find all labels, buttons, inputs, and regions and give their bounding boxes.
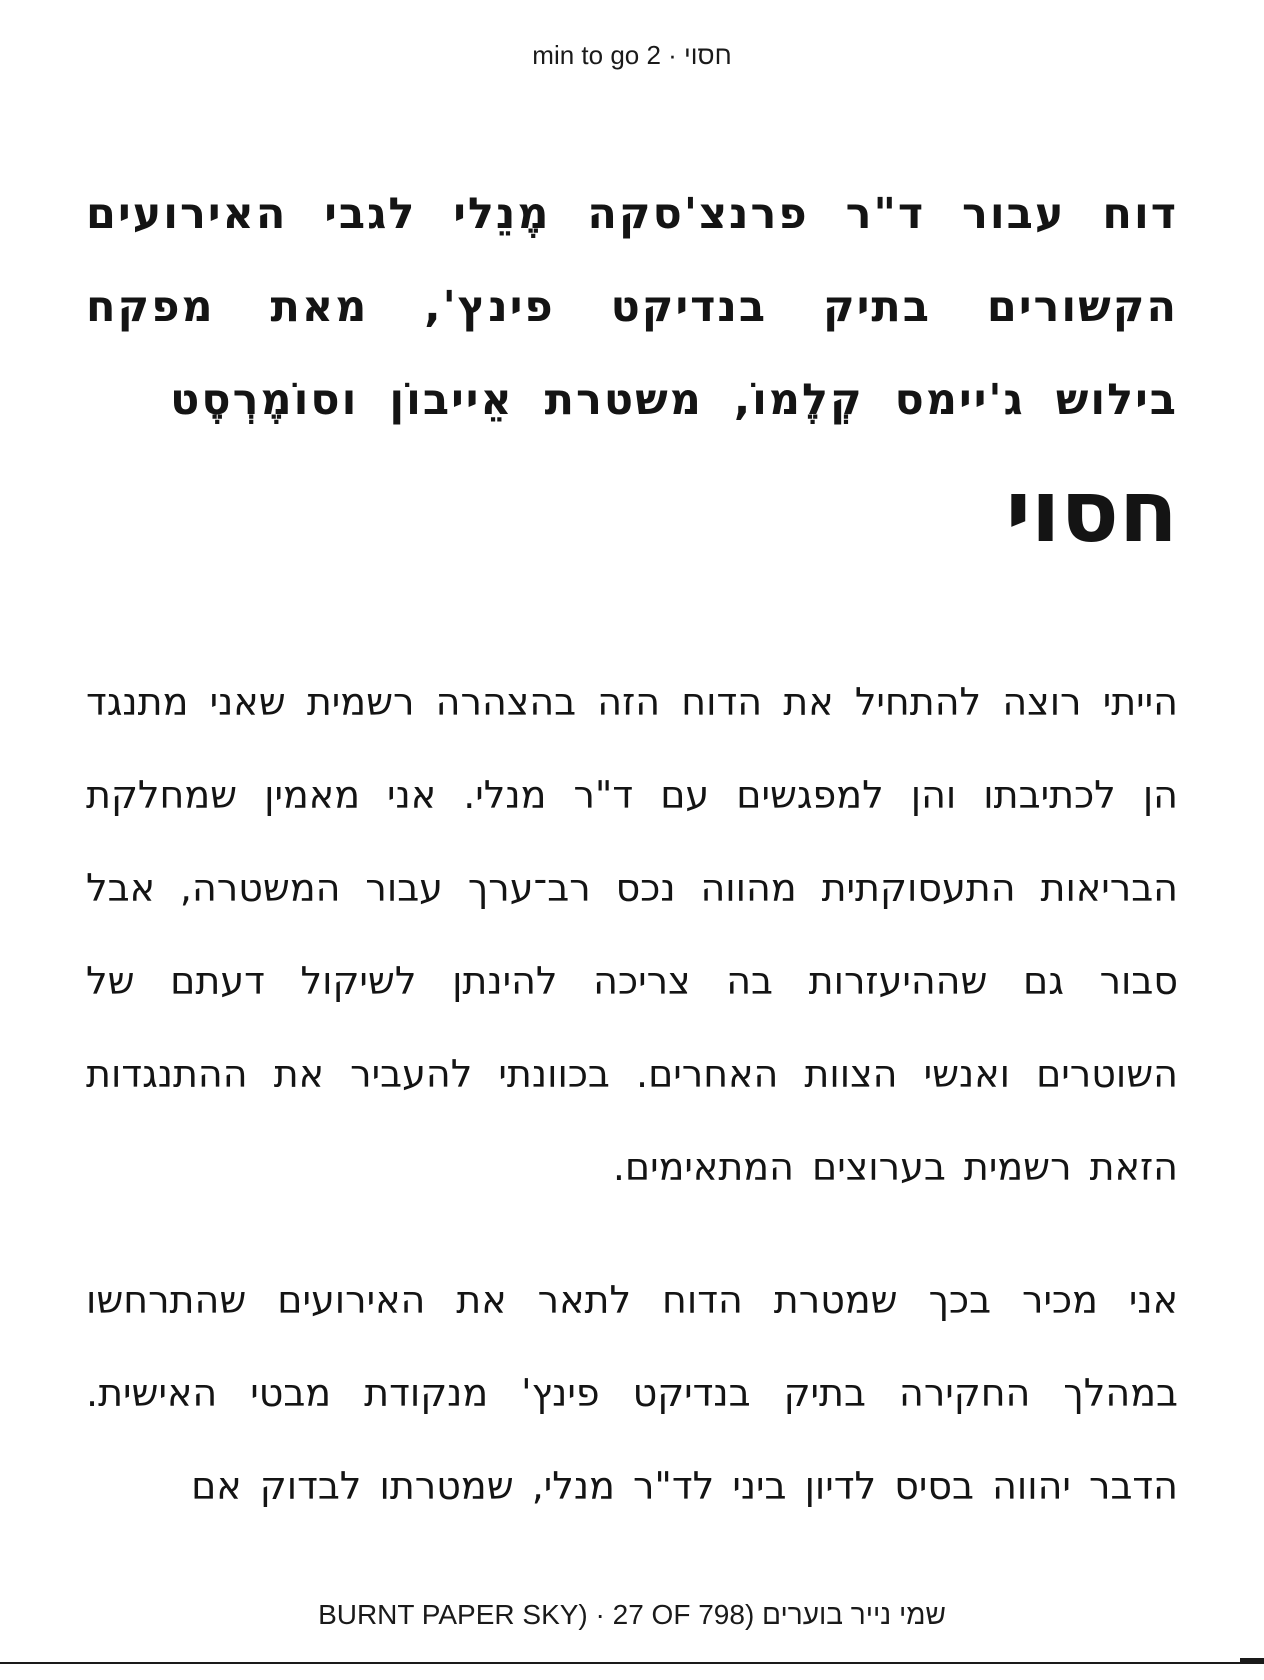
body-paragraph: הייתי רוצה להתחיל את הדוח הזה בהצהרה רשמית שאני מתנגד הן לכתיבתו והן למפגשים עם ד"ר מנלי. אני מאמין שמחלקת הבריאות התעסוקתית מהווה נכס רב־ערך עבור המשטרה, אבל סבור גם שההיעזרות בה צריכה להינתן לשיקול דעתם של השוטרים ואנשי הצוות האחרים. בכוונתי להעביר את ההתנגדות הזאת רשמית בערוצים המתאימים. xyxy=(86,680,1178,1189)
body-paragraph: אני מכיר בכך שמטרת הדוח לתאר את האירועים שהתרחשו במהלך החקירה בתיק בנדיקט פינץ' מנקודת מבטי האישית. הדבר יהווה בסיס לדיון ביני לד"ר מנלי, שמטרתו לבדוק אם xyxy=(86,1278,1178,1508)
heading-line: דוח עבור ד"ר פרנצ'סקה מֶנֵלי לגבי האירועים xyxy=(86,189,1178,239)
reading-status-top: min to go 2 · חסוי xyxy=(532,40,732,70)
reading-status-bottom: BURNT PAPER SKY) · 27 OF 798) שמי נייר בוערים xyxy=(318,1599,946,1630)
page-content xyxy=(86,168,1178,1533)
report-heading xyxy=(86,168,1178,447)
heading-line: הקשורים בתיק בנדיקט פינץ', מאת מפקח בילוש xyxy=(86,282,1178,425)
heading-line: ג'יימס קְלֶמוֹ, משטרת אֵייבוֹן וסוֹמֶרְסֶט xyxy=(170,375,1025,425)
progress-indicator xyxy=(1240,1658,1264,1664)
progress-track[interactable] xyxy=(0,1662,1264,1664)
classification-label: חסוי xyxy=(1005,462,1178,562)
